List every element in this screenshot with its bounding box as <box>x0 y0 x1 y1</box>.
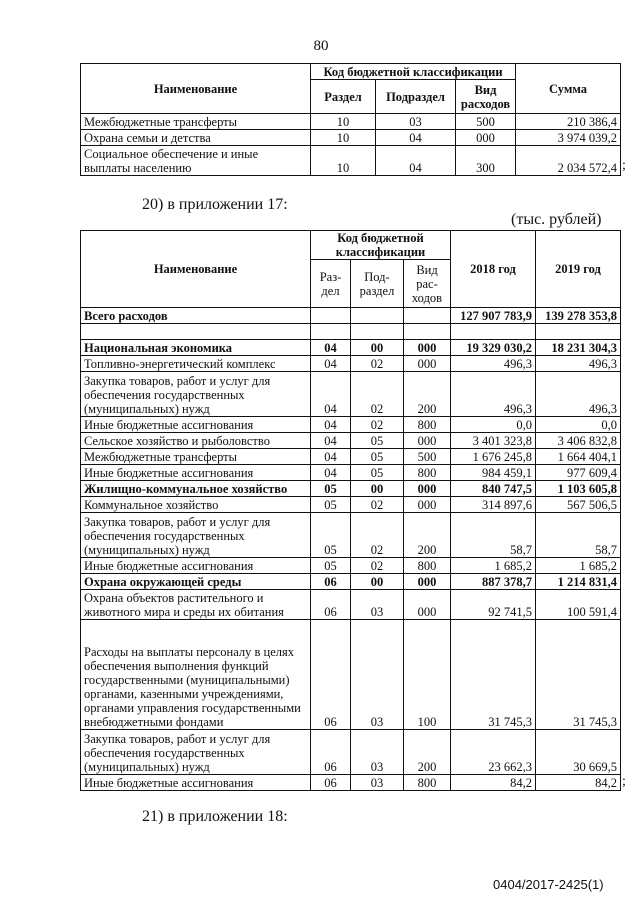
table-row <box>81 340 621 356</box>
table-row <box>81 590 621 620</box>
table-1 <box>80 63 621 176</box>
row-sum: 3 974 039,2 <box>516 130 621 146</box>
t2-header-vid: Вид рас-ходов <box>404 260 451 308</box>
row-2018: 314 897,6 <box>451 497 536 513</box>
row-podrazdel: 02 <box>351 417 404 433</box>
t1-header-podrazdel: Подраздел <box>376 80 456 114</box>
row-podrazdel: 02 <box>351 356 404 372</box>
t1-header-vid: Вид расходов <box>456 80 516 114</box>
row-name: Закупка товаров, работ и услуг для обеспечения государственных (муниципальных) нужд <box>81 513 311 558</box>
row-name: Национальная экономика <box>81 340 311 356</box>
row-sum: 2 034 572,4 <box>516 146 621 176</box>
row-2018: 58,7 <box>451 513 536 558</box>
table-row <box>81 574 621 590</box>
row-vid: 000 <box>404 574 451 590</box>
t2-header-2018: 2018 год <box>451 231 536 308</box>
row-name <box>81 324 311 340</box>
table-row <box>81 372 621 417</box>
row-podrazdel: 02 <box>351 372 404 417</box>
row-razdel: 04 <box>311 372 351 417</box>
row-2018: 19 329 030,2 <box>451 340 536 356</box>
page-number: 80 <box>313 38 329 54</box>
row-name: Расходы на выплаты персоналу в целях обеспечения выполнения функций государственными (муниципальными) органами, казенными учреждениями, органами управления государственными внебюджетными фондами <box>81 620 311 730</box>
t2-header-name: Наименование <box>81 231 311 308</box>
row-vid: 000 <box>456 130 516 146</box>
row-2019: 977 609,4 <box>536 465 621 481</box>
row-name: Охрана семьи и детства <box>81 130 311 146</box>
row-2019: 1 685,2 <box>536 558 621 574</box>
row-podrazdel <box>351 308 404 324</box>
row-podrazdel: 02 <box>351 497 404 513</box>
row-vid: 100 <box>404 620 451 730</box>
row-razdel: 10 <box>311 114 376 130</box>
table-2 <box>80 230 621 791</box>
row-vid: 500 <box>404 449 451 465</box>
row-podrazdel: 03 <box>351 730 404 775</box>
row-vid: 000 <box>404 433 451 449</box>
row-vid: 200 <box>404 730 451 775</box>
row-razdel: 06 <box>311 590 351 620</box>
table-row <box>81 558 621 574</box>
row-razdel <box>311 308 351 324</box>
row-2018: 496,3 <box>451 356 536 372</box>
row-razdel: 04 <box>311 356 351 372</box>
row-2018: 984 459,1 <box>451 465 536 481</box>
t2-header-code-group: Код бюджетной классификации <box>311 231 451 260</box>
row-razdel: 05 <box>311 481 351 497</box>
row-2018: 31 745,3 <box>451 620 536 730</box>
row-razdel <box>311 324 351 340</box>
row-2019: 567 506,5 <box>536 497 621 513</box>
row-vid: 800 <box>404 465 451 481</box>
row-2019: 18 231 304,3 <box>536 340 621 356</box>
row-2019: 0,0 <box>536 417 621 433</box>
t1-header-name: Наименование <box>81 64 311 114</box>
row-vid: 500 <box>456 114 516 130</box>
row-razdel: 06 <box>311 730 351 775</box>
row-podrazdel: 04 <box>376 146 456 176</box>
units-label: (тыс. рублей) <box>511 211 602 228</box>
table-row <box>81 324 621 340</box>
row-razdel: 06 <box>311 574 351 590</box>
row-name: Межбюджетные трансферты <box>81 114 311 130</box>
row-2018: 23 662,3 <box>451 730 536 775</box>
row-name: Сельское хозяйство и рыболовство <box>81 433 311 449</box>
row-name: Закупка товаров, работ и услуг для обеспечения государственных (муниципальных) нужд <box>81 730 311 775</box>
row-vid: 300 <box>456 146 516 176</box>
row-razdel: 05 <box>311 558 351 574</box>
row-razdel: 04 <box>311 340 351 356</box>
row-name: Закупка товаров, работ и услуг для обеспечения государственных (муниципальных) нужд <box>81 372 311 417</box>
row-vid: 800 <box>404 775 451 791</box>
row-name: Жилищно-коммунальное хозяйство <box>81 481 311 497</box>
table-row <box>81 130 621 146</box>
table-row <box>81 433 621 449</box>
table-row <box>81 730 621 775</box>
row-2018: 3 401 323,8 <box>451 433 536 449</box>
table-row <box>81 481 621 497</box>
row-2018: 0,0 <box>451 417 536 433</box>
row-podrazdel: 03 <box>351 590 404 620</box>
row-2019: 30 669,5 <box>536 730 621 775</box>
row-2018: 92 741,5 <box>451 590 536 620</box>
row-razdel: 04 <box>311 433 351 449</box>
table-row <box>81 775 621 791</box>
table-row <box>81 308 621 324</box>
row-2018: 1 676 245,8 <box>451 449 536 465</box>
row-razdel: 10 <box>311 130 376 146</box>
table-row <box>81 356 621 372</box>
row-2018 <box>451 324 536 340</box>
paragraph-21: 21) в приложении 18: <box>142 808 288 825</box>
row-podrazdel: 04 <box>376 130 456 146</box>
row-name: Охрана окружающей среды <box>81 574 311 590</box>
row-2019: 1 664 404,1 <box>536 449 621 465</box>
row-vid: 800 <box>404 417 451 433</box>
table-row <box>81 465 621 481</box>
row-podrazdel: 05 <box>351 433 404 449</box>
row-podrazdel: 03 <box>351 620 404 730</box>
row-name: Иные бюджетные ассигнования <box>81 558 311 574</box>
row-vid: 800 <box>404 558 451 574</box>
t2-header-2019: 2019 год <box>536 231 621 308</box>
table-row <box>81 620 621 730</box>
row-podrazdel: 02 <box>351 558 404 574</box>
row-vid: 000 <box>404 481 451 497</box>
table-row <box>81 513 621 558</box>
row-vid: 000 <box>404 497 451 513</box>
row-name: Социальное обеспечение и иные выплаты населению <box>81 146 311 176</box>
row-podrazdel: 05 <box>351 465 404 481</box>
row-razdel: 04 <box>311 417 351 433</box>
row-2018: 84,2 <box>451 775 536 791</box>
row-2019: 496,3 <box>536 372 621 417</box>
row-razdel: 06 <box>311 775 351 791</box>
row-2019: 84,2 <box>536 775 621 791</box>
row-razdel: 10 <box>311 146 376 176</box>
t1-header-razdel: Раздел <box>311 80 376 114</box>
row-razdel: 05 <box>311 513 351 558</box>
row-2019: 58,7 <box>536 513 621 558</box>
row-podrazdel: 00 <box>351 481 404 497</box>
row-2019: 1 214 831,4 <box>536 574 621 590</box>
row-razdel: 04 <box>311 449 351 465</box>
row-sum: 210 386,4 <box>516 114 621 130</box>
row-razdel: 06 <box>311 620 351 730</box>
t2-header-podrazdel: Под-раздел <box>351 260 404 308</box>
row-podrazdel: 02 <box>351 513 404 558</box>
row-2019: 496,3 <box>536 356 621 372</box>
row-razdel: 05 <box>311 497 351 513</box>
row-vid <box>404 324 451 340</box>
t1-header-code-group: Код бюджетной классификации <box>311 64 516 80</box>
row-2019: 100 591,4 <box>536 590 621 620</box>
row-name: Иные бюджетные ассигнования <box>81 775 311 791</box>
t1-end-mark: ; <box>622 158 626 173</box>
row-vid <box>404 308 451 324</box>
row-podrazdel <box>351 324 404 340</box>
row-name: Иные бюджетные ассигнования <box>81 465 311 481</box>
row-podrazdel: 03 <box>351 775 404 791</box>
row-podrazdel: 05 <box>351 449 404 465</box>
row-2019: 139 278 353,8 <box>536 308 621 324</box>
row-vid: 000 <box>404 590 451 620</box>
row-vid: 200 <box>404 513 451 558</box>
row-2019: 31 745,3 <box>536 620 621 730</box>
row-name: Всего расходов <box>81 308 311 324</box>
t2-end-mark: ; <box>622 774 626 789</box>
row-2018: 127 907 783,9 <box>451 308 536 324</box>
row-2019 <box>536 324 621 340</box>
row-vid: 000 <box>404 356 451 372</box>
t1-header-sum: Сумма <box>516 64 621 114</box>
row-razdel: 04 <box>311 465 351 481</box>
row-2018: 1 685,2 <box>451 558 536 574</box>
row-name: Охрана объектов растительного и животного мира и среды их обитания <box>81 590 311 620</box>
row-name: Коммунальное хозяйство <box>81 497 311 513</box>
row-2019: 3 406 832,8 <box>536 433 621 449</box>
row-podrazdel: 03 <box>376 114 456 130</box>
row-2018: 840 747,5 <box>451 481 536 497</box>
table-row <box>81 417 621 433</box>
table-row <box>81 497 621 513</box>
table-row <box>81 449 621 465</box>
row-name: Топливно-энергетический комплекс <box>81 356 311 372</box>
row-vid: 200 <box>404 372 451 417</box>
paragraph-20: 20) в приложении 17: <box>142 196 288 213</box>
t2-header-razdel: Раз-дел <box>311 260 351 308</box>
doc-code: 0404/2017-2425(1) <box>493 877 604 892</box>
row-2018: 496,3 <box>451 372 536 417</box>
row-podrazdel: 00 <box>351 574 404 590</box>
row-2019: 1 103 605,8 <box>536 481 621 497</box>
table-row <box>81 146 621 176</box>
row-podrazdel: 00 <box>351 340 404 356</box>
row-vid: 000 <box>404 340 451 356</box>
table-row <box>81 114 621 130</box>
row-2018: 887 378,7 <box>451 574 536 590</box>
row-name: Межбюджетные трансферты <box>81 449 311 465</box>
row-name: Иные бюджетные ассигнования <box>81 417 311 433</box>
